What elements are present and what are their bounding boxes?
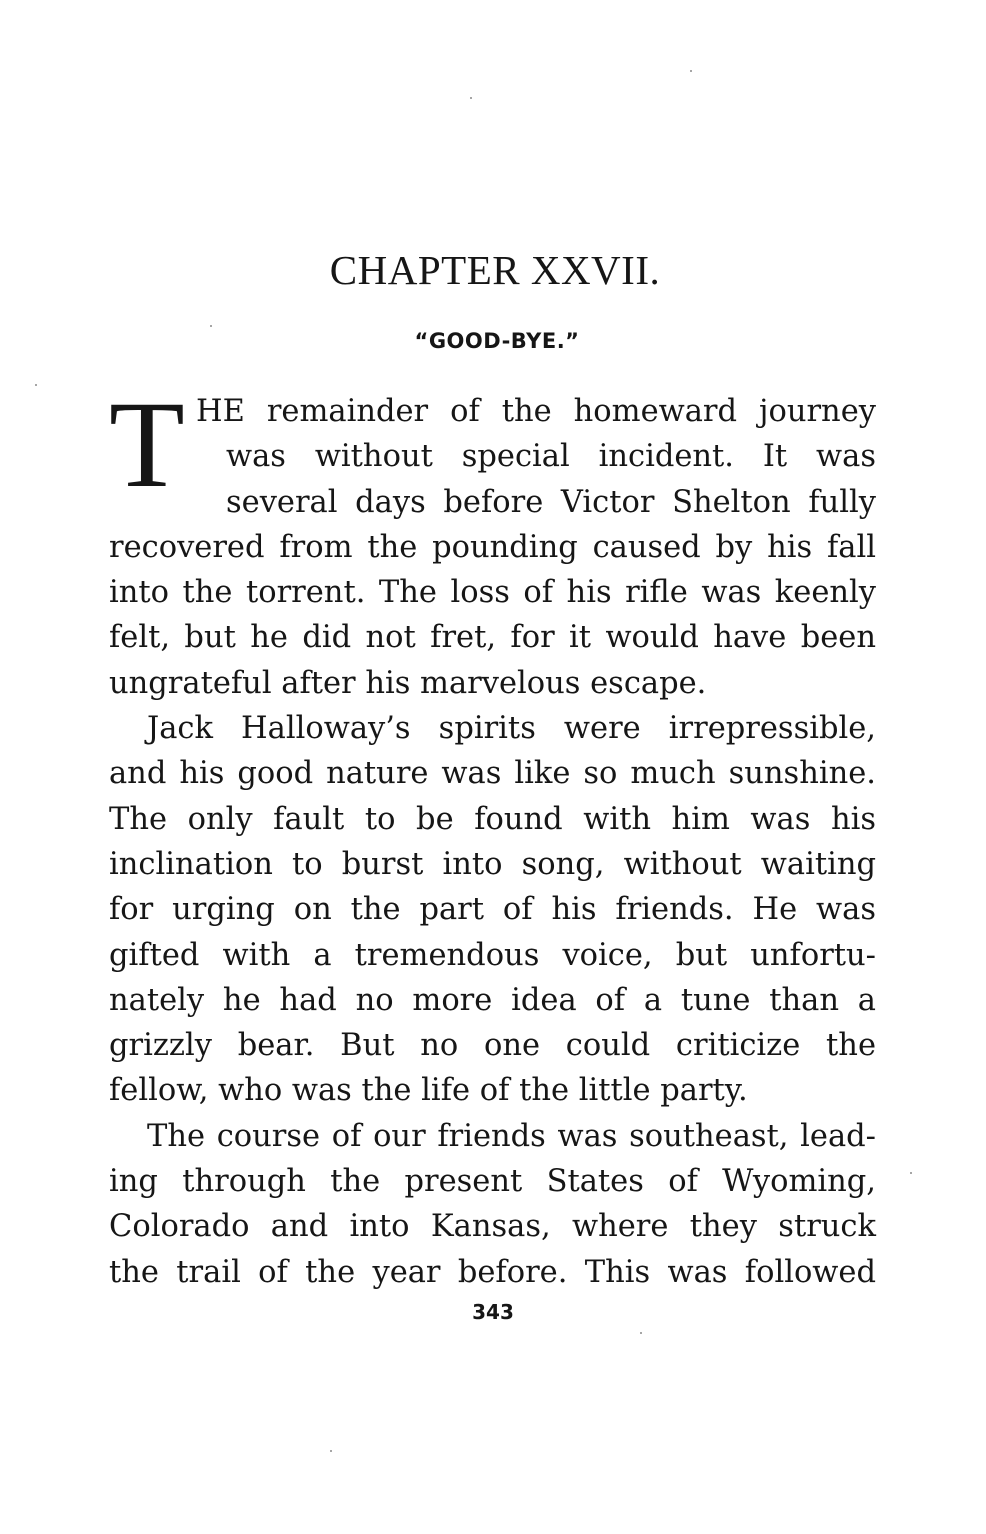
- paper-speck: [470, 97, 472, 99]
- text-line: was without special incident. It was: [226, 439, 876, 475]
- text-line: The only fault to be found with him was his: [109, 801, 876, 837]
- text-line: the trail of the year before. This was followed: [109, 1254, 876, 1290]
- text-line: HE remainder of the homeward journey: [196, 394, 876, 429]
- chapter-heading: CHAPTER XXVII.: [329, 247, 661, 293]
- text-line: gifted with a tremendous voice, but unfortu-: [109, 937, 876, 973]
- text-line: Colorado and into Kansas, where they struck: [109, 1209, 876, 1245]
- drop-cap: T: [109, 376, 185, 513]
- text-line: ungrateful after his marvelous escape.: [109, 665, 707, 701]
- chapter-title: “GOOD-BYE.”: [414, 329, 580, 353]
- paper-speck: [640, 1332, 642, 1334]
- paragraph-2: [109, 706, 876, 1114]
- text-line: fellow, who was the life of the little party.: [109, 1073, 748, 1109]
- text-line: Jack Halloway’s spirits were irrepressible,: [147, 711, 876, 747]
- text-line: and his good nature was like so much sunshine.: [109, 756, 876, 792]
- paragraph-3: [109, 1114, 876, 1295]
- text-line: grizzly bear. But no one could criticize the: [109, 1028, 876, 1064]
- text-line: The course of our friends was southeast, lead-: [147, 1118, 876, 1154]
- paper-speck: [35, 384, 37, 386]
- paper-speck: [910, 1172, 912, 1174]
- paper-speck: [330, 1450, 332, 1452]
- text-line: nately he had no more idea of a tune than a: [109, 982, 876, 1018]
- text-line: inclination to burst into song, without waiting: [109, 846, 876, 882]
- paragraph-1: [109, 376, 876, 706]
- paper-speck: [690, 70, 692, 72]
- text-line: several days before Victor Shelton fully: [226, 484, 876, 520]
- page-number: 343: [472, 1300, 514, 1324]
- body-text: [109, 376, 876, 1295]
- text-line: for urging on the part of his friends. He was: [109, 892, 876, 928]
- text-line: recovered from the pounding caused by his fall: [109, 529, 876, 565]
- text-line: felt, but he did not fret, for it would have been: [109, 620, 876, 656]
- text-line: ing through the present States of Wyoming,: [109, 1164, 876, 1200]
- text-line: into the torrent. The loss of his rifle was keenly: [109, 575, 876, 611]
